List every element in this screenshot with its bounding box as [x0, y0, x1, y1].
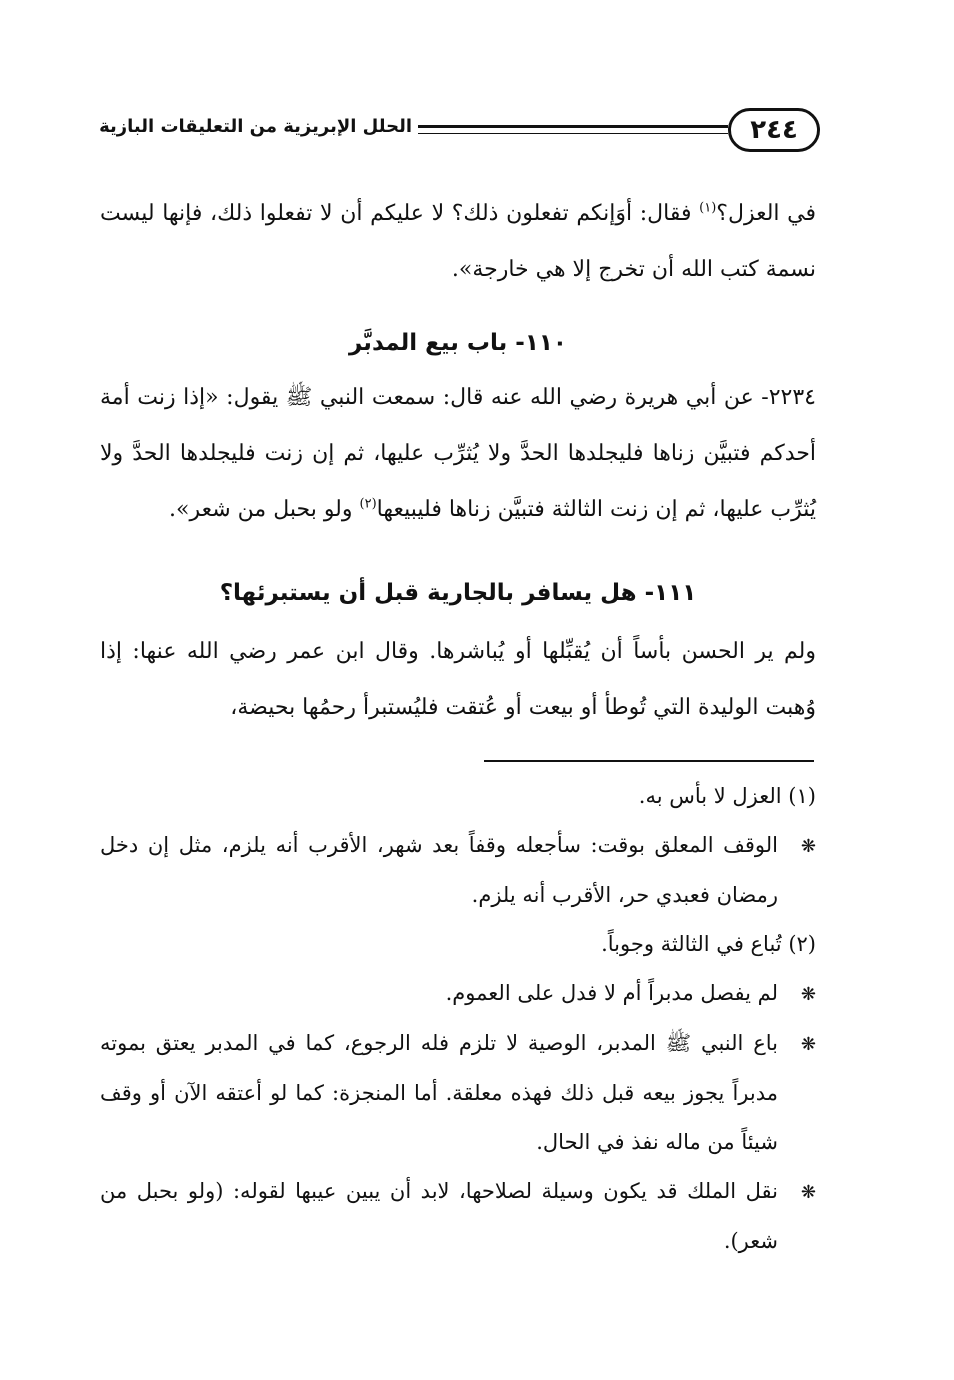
footnote-1: (١) العزل لا بأس به.	[638, 784, 816, 808]
section-111-paragraph: ولم ير الحسن بأساً أن يُقبِّلها أو يُباشرها. وقال ابن عمر رضي الله عنها: إذا وُهبت الوليدة التي تُوطأ أو بيعت أو عُتقت فليُستبرأ رحمُها بحيضة،	[100, 639, 816, 720]
continuation-rest: فقال: أوَإنكم تفعلون ذلك؟ لا عليكم أن لا تفعلوا ذلك، فإنها ليست نسمة كتب الله أن تخرج إلا هي خارجة».	[100, 201, 816, 282]
section-111-title: ١١١- هل يسافر بالجارية قبل أن يستبرئها؟	[219, 580, 697, 606]
footnote-separator	[484, 760, 814, 762]
star-icon: ❋	[800, 984, 816, 1005]
star-icon: ❋	[800, 836, 816, 857]
comment-1-text: الوقف المعلق بوقت: سأجعله وقفاً بعد شهر، الأقرب أنه يلزم، مثل إن دخل رمضان فعبدي حر، الأقرب أنه يلزم.	[100, 833, 778, 907]
comment-3	[100, 1019, 816, 1167]
comment-3-text: باع النبي ﷺ المدبر، الوصية لا تلزم فله الرجوع، كما في المدبر يعتق بموته مدبراً يجوز بيعه قبل ذلك فهذه معلقة. أما المنجزة: كما لو أعتقه الآن أو وقف شيئاً من ماله نفذ في الحال.	[100, 1031, 778, 1154]
page-number: ٢٤٤	[728, 108, 820, 152]
hadith-2234-rest: ولو بحبل من شعر».	[169, 497, 360, 522]
section-110-title: ١١٠- باب بيع المدبَّر	[349, 330, 567, 356]
footnote-ref-1: (١)	[699, 200, 717, 216]
star-icon: ❋	[800, 1034, 816, 1055]
continuation-paragraph	[100, 186, 816, 298]
comment-2-text: لم يفصل مدبراً أم لا فدل على العموم.	[445, 981, 778, 1005]
hadith-2234-text: ٢٢٣٤- عن أبي هريرة رضي الله عنه قال: سمعت النبي ﷺ يقول: «إذا زنت أمة أحدكم فتبيَّن زناها فليجلدها الحدَّ ولا يُثرِّب عليها، ثم إن زنت فليجلدها الحدَّ ولا يُثرِّب عليها، ثم إن زنت الثالثة فتبيَّن زناها فليبيعها	[100, 385, 816, 522]
comment-1	[100, 821, 816, 920]
comment-2	[100, 969, 816, 1019]
comment-4-text: نقل الملك قد يكون وسيلة لصلاحها، لابد أن يبين عيبها لقوله: (ولو بحبل من شعر).	[100, 1179, 778, 1253]
running-title: الحلل الإبريزية من التعليقات البازية	[99, 116, 412, 137]
header-rule	[418, 125, 728, 134]
star-icon: ❋	[800, 1182, 816, 1203]
page-header	[100, 108, 820, 158]
hadith-2234-paragraph	[100, 370, 816, 538]
continuation-text: في العزل؟	[716, 201, 817, 226]
footnote-2: (٢) تُباع في الثالثة وجوباً.	[601, 932, 816, 956]
footnotes	[100, 772, 816, 1266]
footnote-ref-2: (٢)	[359, 496, 377, 512]
comment-4	[100, 1167, 816, 1266]
